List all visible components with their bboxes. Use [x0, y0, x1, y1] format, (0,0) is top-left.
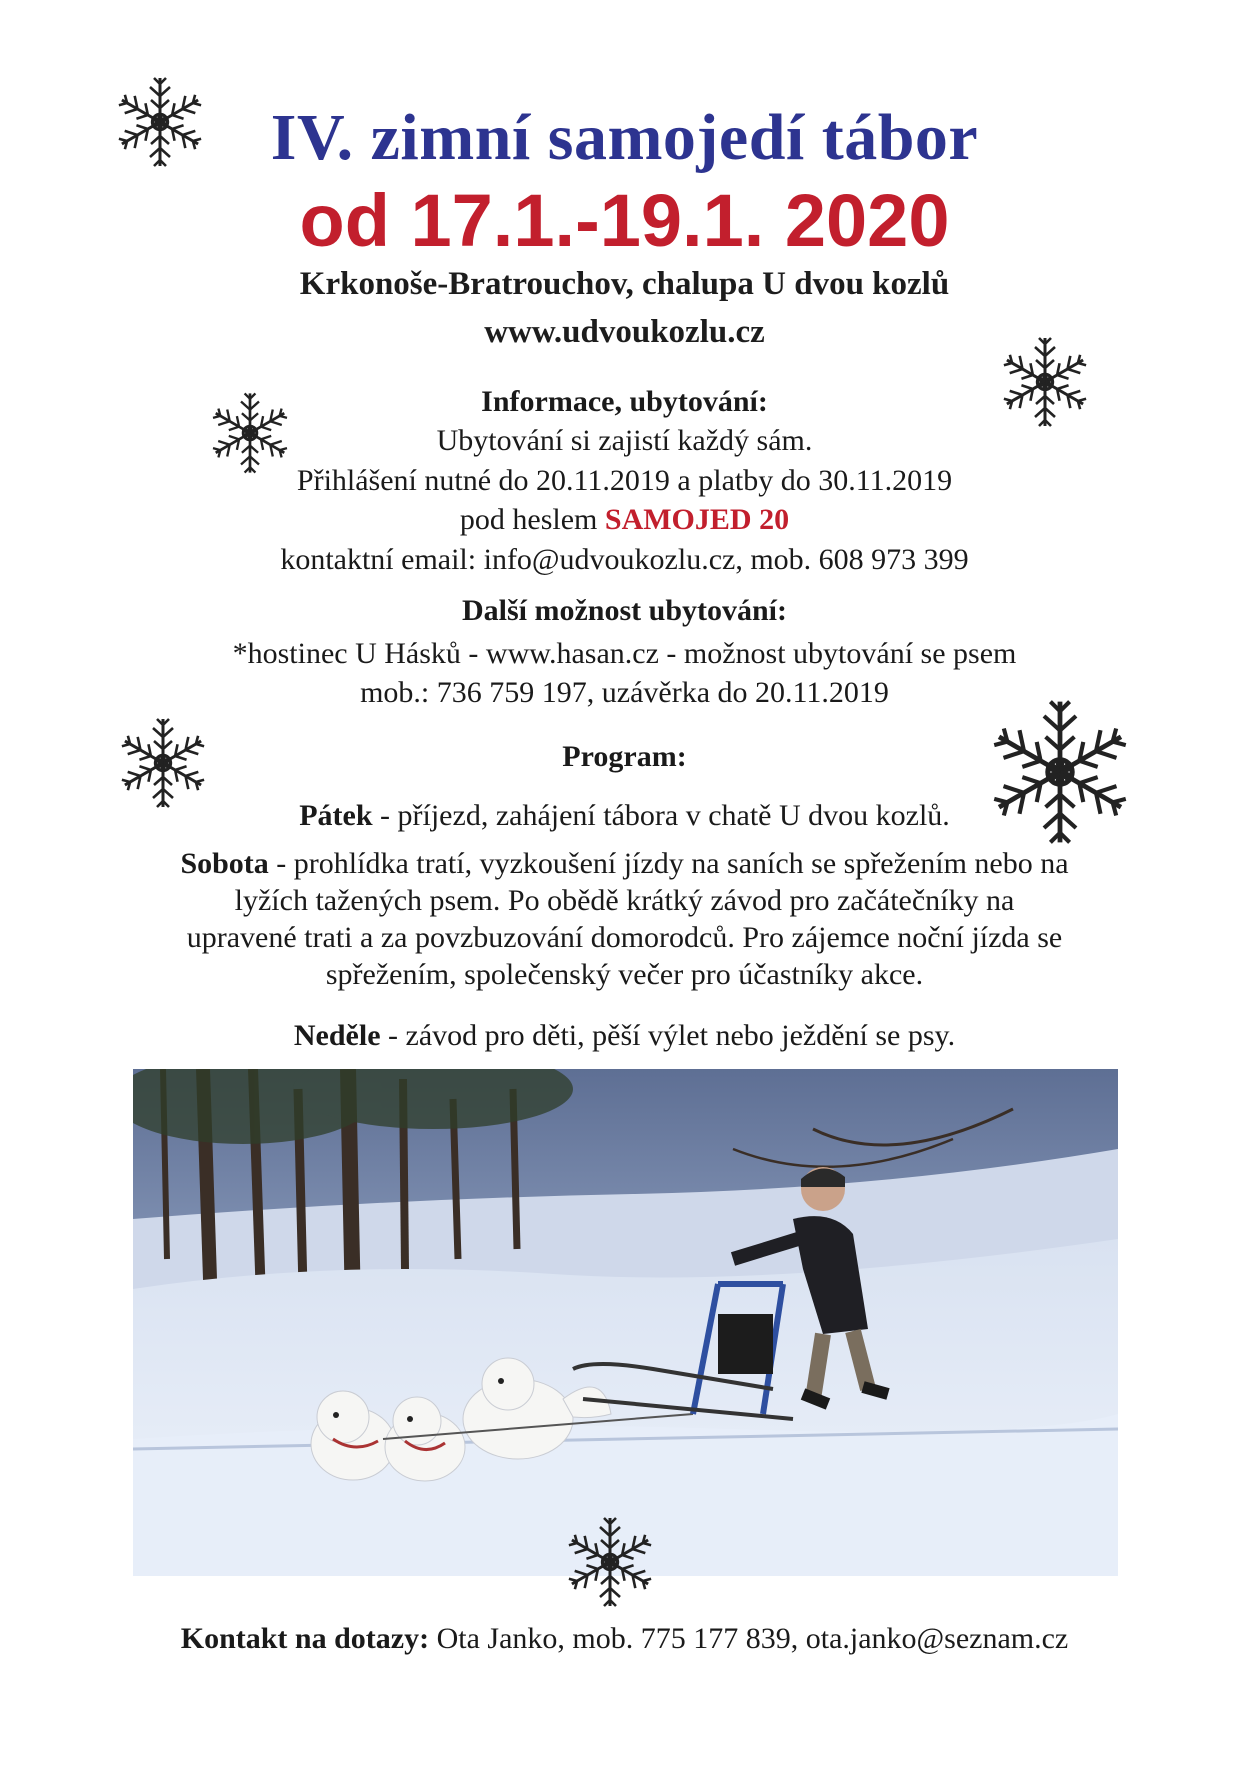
info-heading: Informace, ubytování: — [481, 385, 768, 418]
day-text: lyžích tažených psem. Po obědě krátký závod pro začátečníky na — [234, 884, 1015, 917]
day-label: Pátek — [299, 799, 373, 832]
day-text: upravené trati a za povzbuzování domorodců. Pro zájemce noční jízda se — [186, 921, 1063, 954]
password-prefix: pod heslem — [459, 503, 598, 536]
other-heading: Další možnost ubytování: — [461, 594, 788, 627]
day-text: spřežením, společenský večer pro účastníky akce. — [325, 958, 924, 991]
day-text: - příjezd, zahájení tábora v chatě U dvou kozlů. — [372, 799, 950, 832]
other-line: mob.: 736 759 197, uzávěrka do 20.11.2019 — [360, 676, 889, 709]
info-line — [0, 503, 1249, 537]
event-dates: od 17.1.-19.1. 2020 — [299, 179, 950, 262]
info-line: Ubytování si zajistí každý sám. — [436, 424, 813, 457]
event-location: Krkonoše-Bratrouchov, chalupa U dvou kozlů — [299, 266, 950, 302]
password-code: SAMOJED 20 — [604, 503, 790, 536]
program-saturday — [0, 845, 1249, 993]
day-label: Neděle — [293, 1019, 381, 1052]
footer-text: Ota Janko, mob. 775 177 839, ota.janko@seznam.cz — [429, 1622, 1069, 1655]
program-friday — [0, 797, 1249, 834]
other-line: *hostinec U Hásků - www.hasan.cz - možnost ubytování se psem — [232, 637, 1017, 670]
event-website: www.udvoukozlu.cz — [484, 314, 765, 350]
contact-line: kontaktní email: info@udvoukozlu.cz, mob. 608 973 399 — [280, 543, 969, 576]
day-text: - prohlídka tratí, vyzkoušení jízdy na saních se spřežením nebo na — [268, 847, 1069, 880]
program-heading: Program: — [562, 740, 687, 773]
day-label: Sobota — [180, 847, 269, 880]
day-text: - závod pro děti, pěší výlet nebo ježdění se psy. — [380, 1019, 956, 1052]
footer-label: Kontakt na dotazy: — [180, 1622, 430, 1655]
snowflake-icon — [560, 1512, 660, 1612]
page-title: IV. zimní samojedí tábor — [270, 101, 979, 174]
info-line: Přihlášení nutné do 20.11.2019 a platby do 30.11.2019 — [296, 464, 953, 497]
program-sunday — [0, 1017, 1249, 1054]
sled-dog-photo — [133, 1069, 1118, 1576]
contact-footer — [0, 1622, 1249, 1656]
